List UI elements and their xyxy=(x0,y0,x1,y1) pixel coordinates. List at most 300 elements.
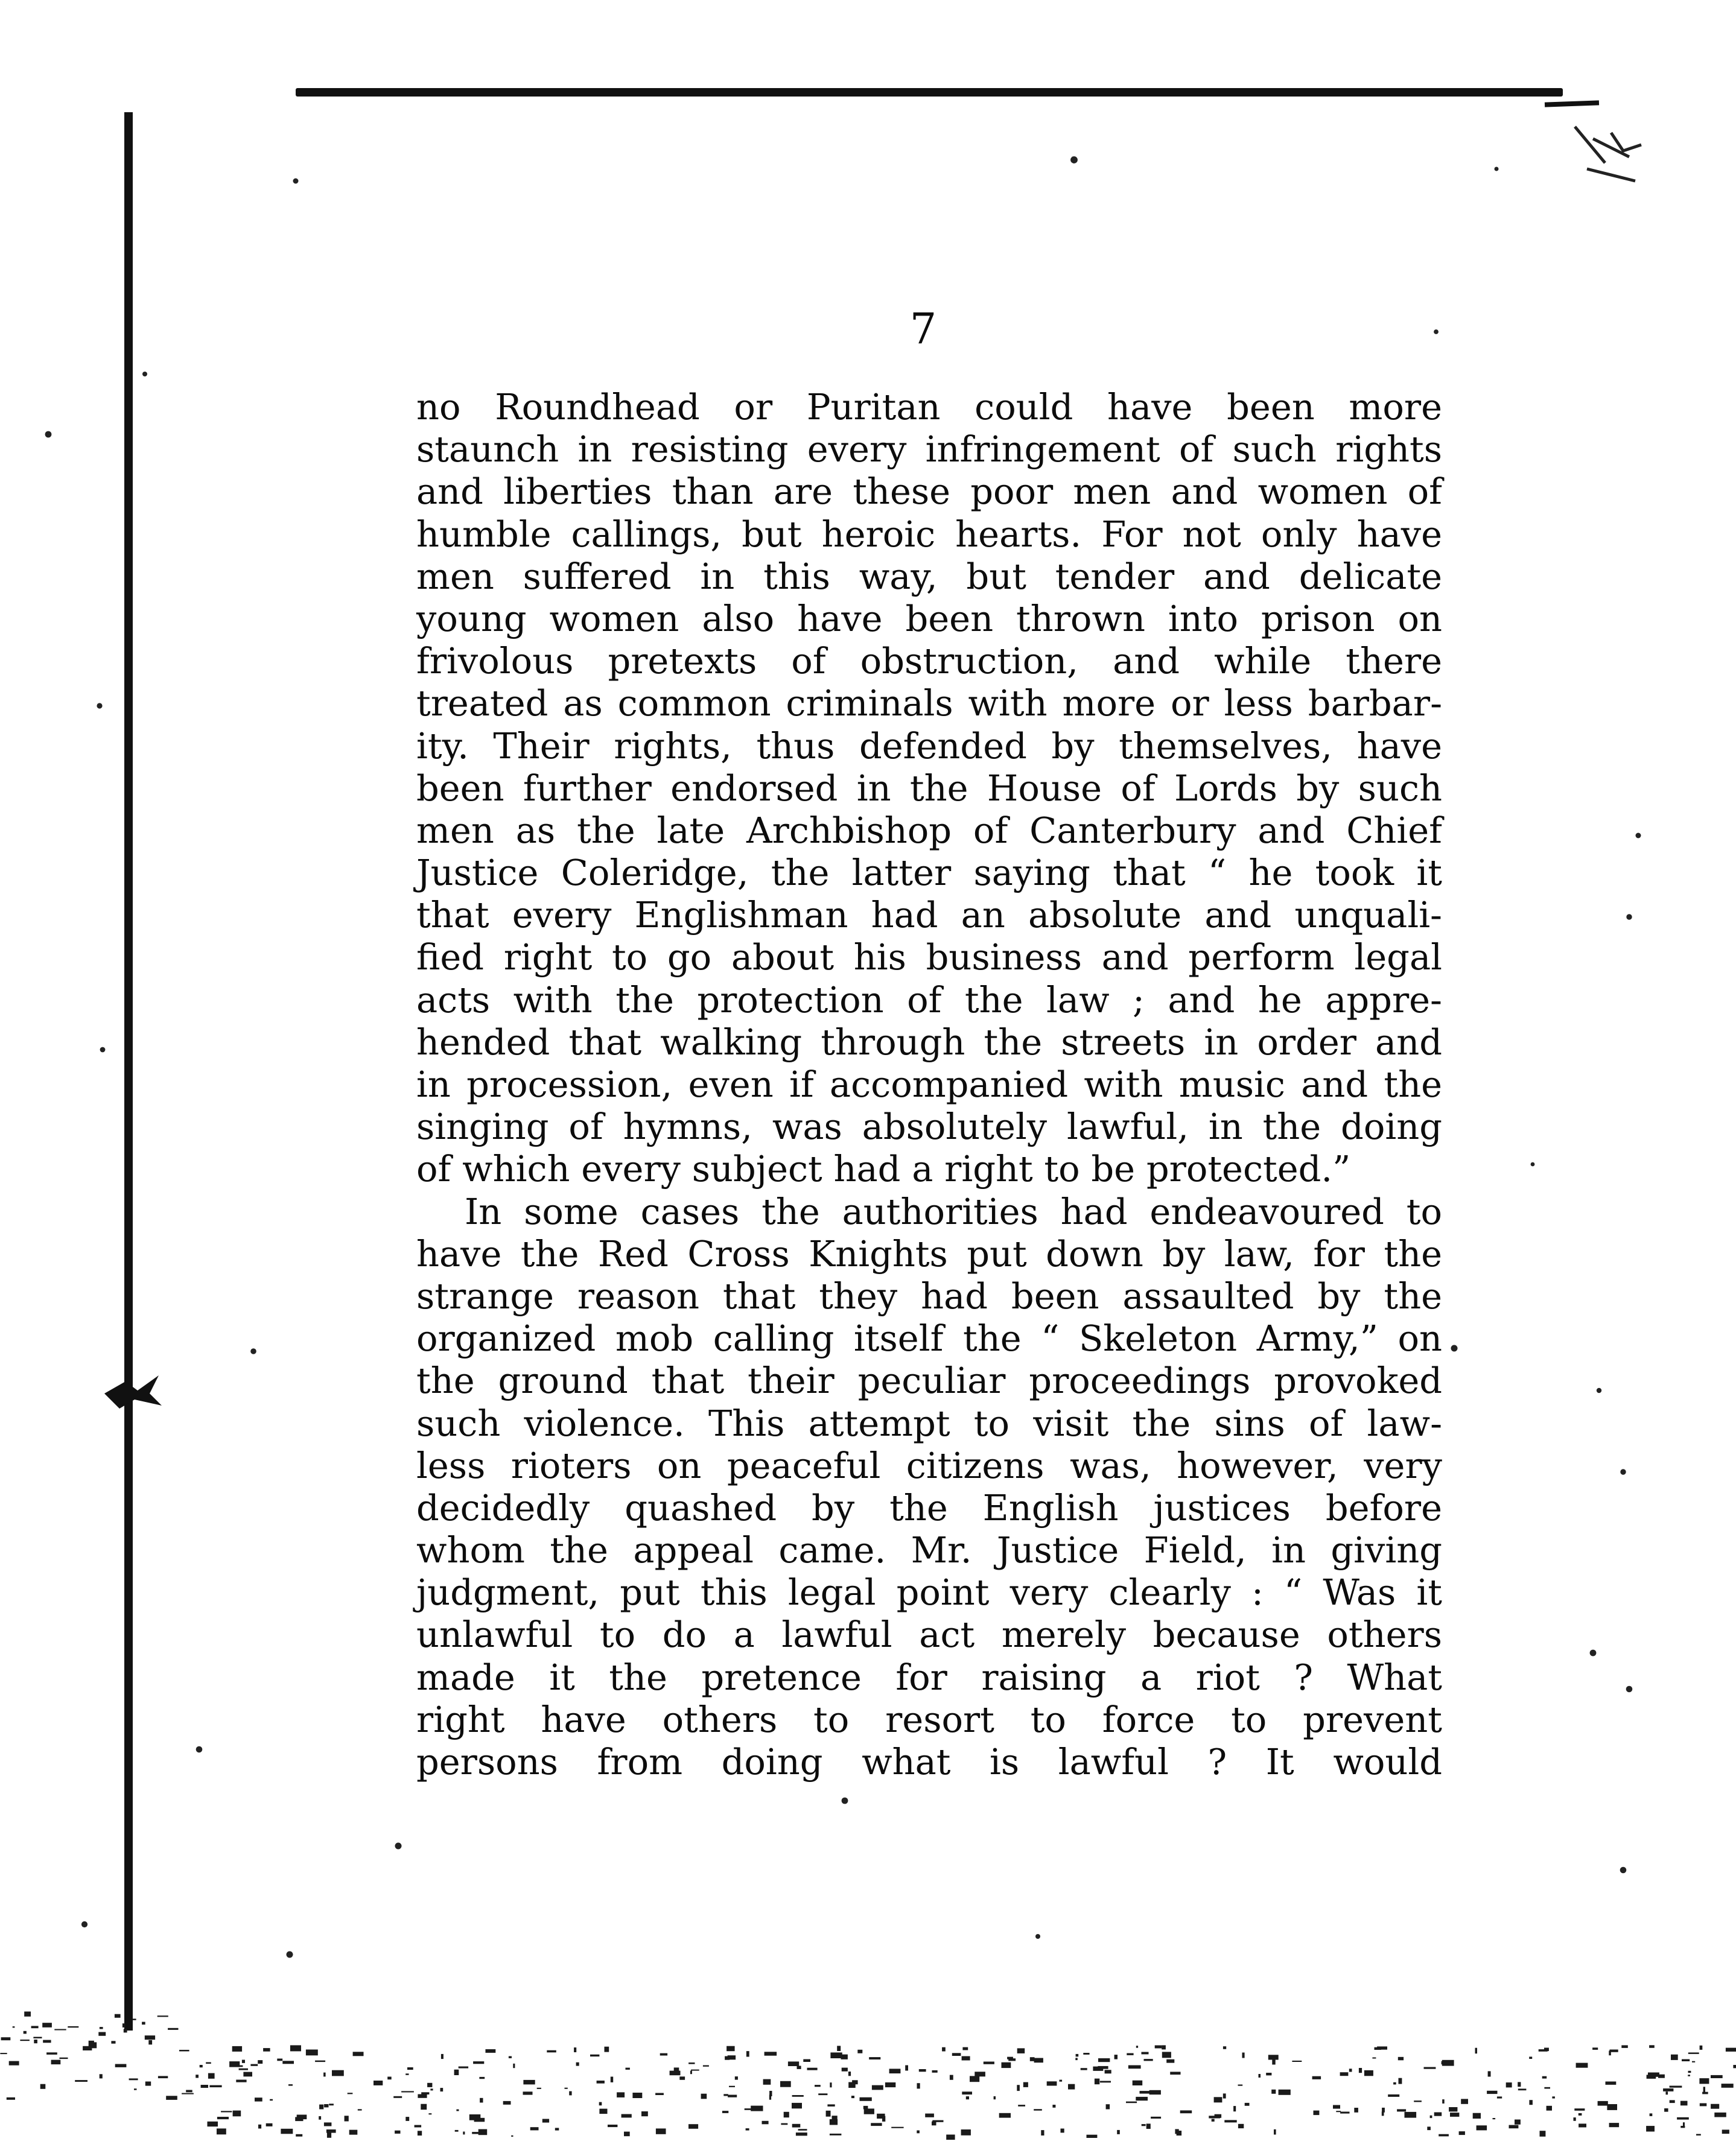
noise-speck xyxy=(1680,2101,1688,2106)
noise-speck xyxy=(1209,2116,1220,2118)
noise-speck xyxy=(1598,2101,1608,2106)
noise-speck xyxy=(1259,2074,1261,2078)
noise-speck xyxy=(1041,2130,1044,2135)
noise-speck xyxy=(1714,2113,1726,2117)
noise-speck xyxy=(1274,2129,1276,2135)
noise-speck xyxy=(832,2116,838,2120)
noise-speck xyxy=(1238,2124,1244,2128)
noise-speck xyxy=(1621,2045,1628,2048)
noise-speck xyxy=(98,2032,106,2036)
noise-speck xyxy=(670,2071,681,2076)
noise-speck xyxy=(122,2023,126,2028)
noise-speck xyxy=(111,2041,115,2043)
noise-speck xyxy=(565,2088,568,2089)
noise-speck xyxy=(418,2094,427,2098)
text-line: such violence. This attempt to visit the sins of law- xyxy=(416,1402,1442,1444)
noise-speck xyxy=(1579,2123,1586,2127)
noise-speck xyxy=(1017,2048,1025,2053)
noise-speck xyxy=(1170,2072,1180,2075)
noise-speck xyxy=(1238,2085,1243,2086)
noise-speck xyxy=(917,2083,920,2088)
noise-speck xyxy=(472,2132,479,2134)
noise-speck xyxy=(1018,2105,1025,2107)
noise-speck xyxy=(326,2129,336,2133)
noise-speck xyxy=(1098,2058,1110,2062)
noise-speck xyxy=(455,2130,459,2132)
noise-speck xyxy=(765,2052,777,2055)
noise-speck xyxy=(1312,2076,1321,2079)
noise-speck xyxy=(31,2026,39,2028)
noise-speck xyxy=(537,2088,541,2089)
noise-speck xyxy=(523,2091,533,2094)
noise-speck xyxy=(1314,2111,1320,2116)
noise-speck xyxy=(145,2035,155,2040)
noise-speck xyxy=(1477,2125,1487,2130)
noise-speck xyxy=(1002,2062,1011,2068)
noise-speck xyxy=(1336,2111,1341,2112)
noise-speck xyxy=(660,2053,667,2056)
noise-speck xyxy=(797,2066,801,2069)
noise-speck xyxy=(624,2132,630,2137)
noise-speck xyxy=(803,2059,810,2062)
noise-speck xyxy=(656,2128,666,2134)
noise-speck xyxy=(1068,2084,1075,2090)
noise-speck xyxy=(1279,2090,1291,2095)
noise-speck xyxy=(208,2073,215,2079)
noise-speck xyxy=(24,2012,31,2017)
noise-speck xyxy=(40,2084,46,2089)
text-line: judgment, put this legal point very clearly : “ Was it xyxy=(416,1571,1442,1614)
noise-speck xyxy=(769,2094,771,2099)
noise-speck xyxy=(327,2132,331,2138)
noise-speck xyxy=(166,2096,177,2100)
noise-speck xyxy=(796,2132,807,2135)
noise-speck xyxy=(1061,2129,1064,2133)
noise-speck xyxy=(1722,2084,1734,2088)
noise-speck xyxy=(13,2026,15,2028)
noise-speck xyxy=(950,2075,953,2080)
noise-speck xyxy=(258,2125,261,2129)
noise-speck xyxy=(1377,2046,1387,2049)
text-line: persons from doing what is lawful ? It would xyxy=(416,1741,1442,1783)
noise-speck xyxy=(569,2091,571,2096)
noise-speck xyxy=(1127,2053,1133,2055)
noise-speck xyxy=(1475,2048,1478,2054)
scan-speck xyxy=(97,703,102,708)
noise-speck xyxy=(1144,2059,1153,2061)
noise-speck xyxy=(830,2082,831,2087)
noise-speck xyxy=(1442,2099,1445,2104)
noise-speck xyxy=(480,2098,483,2103)
noise-speck xyxy=(129,2078,138,2080)
noise-speck xyxy=(703,2066,709,2067)
noise-speck xyxy=(827,2104,835,2107)
noise-speck xyxy=(837,2046,841,2051)
noise-speck xyxy=(1542,2076,1547,2079)
noise-speck xyxy=(323,2073,326,2077)
noise-speck xyxy=(688,2124,698,2129)
noise-speck xyxy=(1692,2061,1695,2062)
top-rule-tail xyxy=(1545,100,1599,107)
noise-speck xyxy=(975,2072,985,2076)
noise-speck xyxy=(1488,2071,1491,2076)
noise-speck xyxy=(75,2080,87,2082)
noise-speck xyxy=(1151,2091,1160,2093)
noise-speck xyxy=(332,2070,344,2076)
scan-speck xyxy=(1620,1867,1627,1874)
noise-speck xyxy=(456,2110,459,2111)
noise-speck xyxy=(374,2081,383,2085)
noise-speck xyxy=(1133,2081,1143,2085)
scan-speck xyxy=(142,372,147,376)
noise-speck xyxy=(306,2050,318,2056)
noise-speck xyxy=(994,2096,996,2099)
noise-speck xyxy=(1574,2108,1585,2111)
noise-speck xyxy=(688,2062,695,2064)
noise-speck xyxy=(1052,2105,1055,2108)
scan-speck xyxy=(1590,1650,1597,1657)
noise-speck xyxy=(217,2128,226,2134)
noise-speck xyxy=(145,2082,151,2086)
scan-speck xyxy=(1531,1162,1535,1167)
noise-speck xyxy=(1529,2100,1533,2105)
text-line: and liberties than are these poor men and women of xyxy=(416,471,1442,513)
noise-speck xyxy=(871,2123,882,2126)
noise-speck xyxy=(1242,2053,1245,2058)
scan-speck xyxy=(1626,914,1632,919)
noise-speck xyxy=(1414,2101,1422,2102)
text-line: no Roundhead or Puritan could have been more xyxy=(416,386,1442,428)
noise-speck xyxy=(781,2123,787,2125)
noise-speck xyxy=(1100,2081,1111,2083)
noise-speck xyxy=(1233,2106,1236,2111)
noise-speck xyxy=(605,2047,609,2052)
noise-speck xyxy=(1076,2054,1079,2056)
noise-speck xyxy=(1060,2080,1063,2082)
noise-speck xyxy=(872,2085,883,2090)
noise-speck xyxy=(1136,2046,1138,2048)
noise-speck xyxy=(807,2068,818,2070)
noise-speck xyxy=(784,2112,789,2117)
noise-speck xyxy=(863,2106,868,2110)
text-line: less rioters on peaceful citizens was, however, very xyxy=(416,1444,1442,1486)
noise-speck xyxy=(1047,2081,1057,2085)
noise-speck xyxy=(722,2111,728,2113)
noise-speck xyxy=(1364,2070,1373,2076)
noise-speck xyxy=(1095,2079,1099,2085)
noise-speck xyxy=(441,2054,444,2059)
scan-speck xyxy=(1626,1686,1633,1693)
noise-speck xyxy=(1007,2057,1013,2059)
text-line: the ground that their peculiar proceedings provoked xyxy=(416,1360,1442,1402)
noise-speck xyxy=(925,2114,934,2117)
noise-speck xyxy=(124,2029,127,2032)
noise-speck xyxy=(511,2135,513,2137)
noise-speck xyxy=(1702,2092,1708,2094)
noise-speck xyxy=(1450,2113,1459,2117)
noise-speck xyxy=(428,2113,431,2114)
noise-speck xyxy=(1683,2122,1685,2128)
scan-speck xyxy=(1495,167,1499,171)
noise-speck xyxy=(1592,2047,1598,2050)
noise-speck xyxy=(418,2131,422,2135)
noise-speck xyxy=(1733,2065,1736,2068)
noise-speck xyxy=(255,2097,262,2101)
text-line: young women also have been thrown into prison on xyxy=(416,597,1442,639)
noise-speck xyxy=(1427,2126,1431,2130)
noise-speck xyxy=(182,2093,194,2094)
noise-speck xyxy=(1266,2073,1271,2075)
scan-speck xyxy=(1035,1934,1040,1939)
noise-speck xyxy=(1430,2116,1432,2118)
noise-speck xyxy=(952,2053,961,2056)
noise-speck xyxy=(263,2048,270,2052)
noise-speck xyxy=(479,2129,488,2135)
noise-speck xyxy=(345,2116,349,2121)
noise-speck xyxy=(200,2065,203,2067)
noise-speck xyxy=(1397,2109,1406,2111)
noise-speck xyxy=(407,2067,413,2070)
noise-speck xyxy=(792,2124,801,2128)
noise-speck xyxy=(1711,2104,1719,2109)
noise-speck xyxy=(1214,2097,1223,2102)
noise-speck xyxy=(690,2071,692,2075)
noise-speck xyxy=(999,2113,1011,2118)
noise-speck xyxy=(1114,2055,1118,2059)
noise-speck xyxy=(864,2108,874,2114)
noise-speck xyxy=(1544,2087,1550,2089)
text-line: organized mob calling itself the “ Skeleton Army,” on xyxy=(416,1317,1442,1360)
noise-speck xyxy=(1688,2052,1699,2054)
noise-speck xyxy=(54,2029,66,2031)
noise-speck xyxy=(932,2122,936,2126)
noise-speck xyxy=(1576,2063,1588,2068)
noise-speck xyxy=(1726,2048,1736,2052)
noise-speck xyxy=(1398,2057,1404,2061)
noise-speck xyxy=(860,2097,872,2101)
noise-speck xyxy=(917,2131,920,2134)
noise-speck xyxy=(830,2119,838,2125)
noise-speck xyxy=(1607,2104,1617,2110)
noise-speck xyxy=(1405,2112,1417,2118)
bottom-edge-noise xyxy=(0,1955,1736,2156)
noise-speck xyxy=(728,2095,737,2097)
noise-speck xyxy=(826,2111,831,2117)
noise-speck xyxy=(641,2111,648,2116)
noise-speck xyxy=(1682,2059,1690,2062)
noise-speck xyxy=(1540,2131,1546,2137)
noise-speck xyxy=(236,2080,246,2082)
noise-speck xyxy=(576,2062,579,2066)
top-rule xyxy=(296,88,1563,97)
noise-speck xyxy=(1688,2071,1691,2073)
noise-speck xyxy=(1034,2109,1042,2111)
text-line: right have others to resort to force to prevent xyxy=(416,1698,1442,1740)
noise-speck xyxy=(1646,2126,1655,2131)
noise-speck xyxy=(258,2060,262,2064)
noise-speck xyxy=(1699,2078,1709,2084)
noise-speck xyxy=(46,2052,57,2055)
noise-speck xyxy=(208,2122,218,2126)
noise-speck xyxy=(1493,2118,1496,2119)
noise-speck xyxy=(60,2058,68,2059)
noise-speck xyxy=(599,2109,607,2114)
noise-speck xyxy=(1393,2082,1396,2085)
noise-speck xyxy=(454,2070,459,2075)
noise-speck xyxy=(1461,2099,1468,2104)
noise-speck xyxy=(1579,2113,1582,2116)
noise-speck xyxy=(1354,2108,1358,2113)
noise-speck xyxy=(885,2082,895,2087)
noise-speck xyxy=(503,2101,511,2105)
noise-speck xyxy=(891,2127,903,2128)
scan-speck xyxy=(1451,1345,1458,1352)
text-line: staunch in resisting every infringement of such rights xyxy=(416,428,1442,471)
noise-speck xyxy=(158,2076,168,2078)
noise-speck xyxy=(1224,2120,1236,2122)
noise-speck xyxy=(1223,2046,1226,2049)
noise-speck xyxy=(405,2117,409,2121)
text-line: men as the late Archbishop of Canterbury and Chief xyxy=(416,809,1442,851)
noise-speck xyxy=(788,2061,799,2066)
noise-speck xyxy=(7,2097,15,2100)
noise-speck xyxy=(233,2111,241,2117)
noise-speck xyxy=(1670,2100,1675,2103)
noise-speck xyxy=(984,2062,994,2064)
noise-speck xyxy=(1017,2085,1020,2091)
noise-speck xyxy=(148,2040,152,2044)
text-line: ity. Their rights, thus defended by themselves, have xyxy=(416,724,1442,767)
noise-speck xyxy=(51,2060,61,2065)
noise-speck xyxy=(479,2077,485,2079)
noise-speck xyxy=(857,2050,862,2053)
noise-speck xyxy=(1399,2078,1402,2084)
noise-speck xyxy=(1128,2066,1141,2069)
noise-speck xyxy=(168,2028,178,2030)
noise-speck xyxy=(115,2014,121,2018)
text-line: have the Red Cross Knights put down by law, for the xyxy=(416,1232,1442,1275)
noise-speck xyxy=(530,2127,539,2130)
noise-speck xyxy=(1703,2087,1705,2092)
noise-speck xyxy=(1647,2075,1656,2079)
noise-speck xyxy=(1292,2061,1302,2062)
noise-speck xyxy=(427,2083,432,2087)
noise-speck xyxy=(281,2129,293,2134)
text-line: unlawful to do a lawful act merely because others xyxy=(416,1614,1442,1656)
noise-speck xyxy=(547,2050,556,2053)
noise-speck xyxy=(1030,2057,1035,2061)
text-line: decidedly quashed by the English justices before xyxy=(416,1486,1442,1529)
noise-speck xyxy=(319,2105,323,2110)
noise-speck xyxy=(24,2031,27,2034)
noise-speck xyxy=(348,2093,353,2094)
noise-speck xyxy=(1700,2104,1707,2107)
noise-speck xyxy=(179,2050,189,2052)
noise-speck xyxy=(1449,2107,1457,2111)
noise-speck xyxy=(217,2117,229,2119)
noise-speck xyxy=(919,2069,926,2072)
noise-speck xyxy=(852,2080,858,2084)
noise-speck xyxy=(1439,2134,1449,2137)
noise-speck xyxy=(1547,2106,1552,2111)
noise-speck xyxy=(509,2056,512,2058)
noise-speck xyxy=(622,2114,632,2118)
noise-speck xyxy=(270,2099,273,2101)
noise-speck xyxy=(597,2081,605,2084)
noise-speck xyxy=(201,2085,208,2088)
text-line: acts with the protection of the law ; and he appre- xyxy=(416,978,1442,1021)
noise-speck xyxy=(574,2047,576,2052)
noise-speck xyxy=(798,2129,807,2131)
noise-speck xyxy=(459,2067,468,2069)
noise-speck xyxy=(1075,2058,1078,2060)
noise-speck xyxy=(869,2057,880,2059)
noise-speck xyxy=(277,2059,282,2061)
noise-speck xyxy=(1155,2046,1162,2049)
noise-speck xyxy=(1083,2053,1089,2055)
scan-speck xyxy=(395,1843,402,1850)
noise-speck xyxy=(1142,2052,1149,2055)
noise-speck xyxy=(1382,2111,1384,2116)
noise-speck xyxy=(792,2095,804,2097)
noise-speck xyxy=(1487,2091,1497,2094)
noise-speck xyxy=(20,2040,30,2041)
noise-speck xyxy=(1666,2091,1668,2094)
noise-speck xyxy=(1606,2082,1617,2085)
text-line: strange reason that they had been assaulted by the xyxy=(416,1275,1442,1317)
noise-speck xyxy=(250,2064,258,2066)
noise-speck xyxy=(0,2053,7,2054)
scan-speck xyxy=(842,1798,848,1804)
text-line: men suffered in this way, but tender and delicate xyxy=(416,555,1442,597)
noise-speck xyxy=(1610,2050,1618,2052)
scan-speck xyxy=(293,179,299,184)
noise-speck xyxy=(1518,2088,1527,2090)
noise-speck xyxy=(1180,2110,1192,2113)
noise-speck xyxy=(1333,2105,1340,2109)
noise-speck xyxy=(763,2079,771,2085)
noise-speck xyxy=(349,2130,358,2135)
corner-scribble-mark xyxy=(1569,121,1647,187)
noise-speck xyxy=(1388,2094,1399,2097)
noise-speck xyxy=(1372,2058,1376,2059)
noise-speck xyxy=(746,2051,749,2056)
noise-speck xyxy=(701,2094,707,2099)
noise-speck xyxy=(1151,2117,1161,2119)
noise-speck xyxy=(745,2108,755,2110)
noise-speck xyxy=(43,2040,51,2043)
noise-speck xyxy=(33,2037,42,2039)
noise-speck xyxy=(1434,2113,1442,2116)
scan-speck xyxy=(1597,1388,1601,1393)
page-number: 7 xyxy=(909,304,937,354)
noise-speck xyxy=(599,2102,602,2106)
noise-speck xyxy=(1671,2055,1678,2060)
noise-speck xyxy=(1140,2091,1151,2094)
noise-speck xyxy=(324,2122,332,2126)
noise-speck xyxy=(288,2084,293,2086)
noise-speck xyxy=(848,2072,851,2076)
noise-speck xyxy=(1663,2088,1673,2091)
noise-speck xyxy=(395,2131,400,2134)
noise-speck xyxy=(1574,2117,1576,2121)
noise-speck xyxy=(206,2062,211,2064)
noise-speck xyxy=(1473,2113,1481,2119)
noise-speck xyxy=(962,2091,972,2094)
noise-speck xyxy=(1700,2046,1703,2050)
noise-speck xyxy=(1106,2104,1110,2109)
noise-speck xyxy=(1518,2082,1521,2087)
